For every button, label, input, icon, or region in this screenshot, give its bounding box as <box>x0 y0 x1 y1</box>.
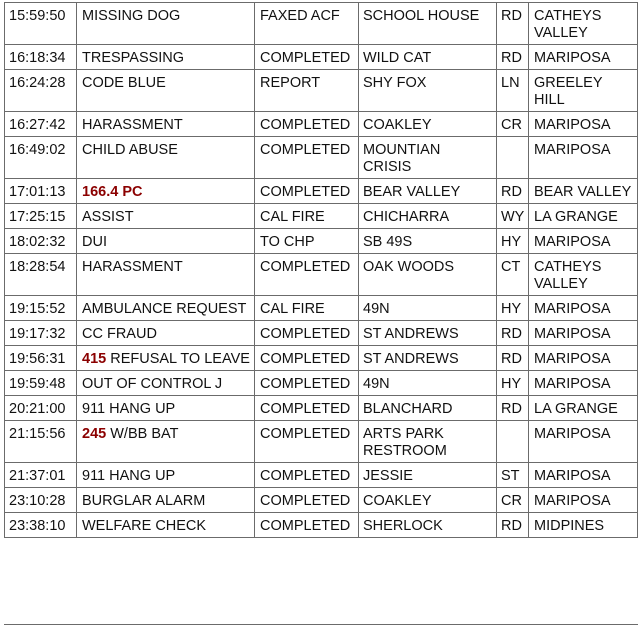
call-type-text: MISSING DOG <box>82 8 181 24</box>
call-time-cell: 16:24:28 <box>5 70 77 112</box>
street-cell: ST ANDREWS <box>359 346 497 371</box>
street-suffix-cell <box>497 421 529 463</box>
disposition-cell: COMPLETED <box>255 371 359 396</box>
call-type-cell <box>77 346 255 371</box>
call-log-row <box>5 70 638 112</box>
street-cell: BLANCHARD <box>359 396 497 421</box>
call-time-cell: 21:37:01 <box>5 463 77 488</box>
street-cell: COAKLEY <box>359 488 497 513</box>
call-type-cell <box>77 254 255 296</box>
street-suffix-cell: RD <box>497 396 529 421</box>
call-type-cell <box>77 112 255 137</box>
call-type-text: 911 HANG UP <box>82 401 176 417</box>
city-cell: MARIPOSA <box>529 488 638 513</box>
call-log-row <box>5 321 638 346</box>
disposition-cell: COMPLETED <box>255 179 359 204</box>
street-cell: JESSIE <box>359 463 497 488</box>
city-cell: MARIPOSA <box>529 321 638 346</box>
street-suffix-cell: CR <box>497 112 529 137</box>
call-time-cell: 19:59:48 <box>5 371 77 396</box>
call-type-cell <box>77 179 255 204</box>
street-cell: SCHOOL HOUSE <box>359 3 497 45</box>
call-log-row <box>5 421 638 463</box>
call-time-cell: 21:15:56 <box>5 421 77 463</box>
call-log-row <box>5 371 638 396</box>
call-type-text: CODE BLUE <box>82 75 166 91</box>
penal-code: 245 <box>82 426 107 442</box>
disposition-cell: COMPLETED <box>255 112 359 137</box>
city-cell: MARIPOSA <box>529 371 638 396</box>
disposition-cell: REPORT <box>255 70 359 112</box>
call-log-row <box>5 463 638 488</box>
call-time-cell: 16:49:02 <box>5 137 77 179</box>
call-type-cell <box>77 70 255 112</box>
disposition-cell: COMPLETED <box>255 513 359 538</box>
call-time-cell: 19:17:32 <box>5 321 77 346</box>
street-suffix-cell: RD <box>497 321 529 346</box>
city-cell: LA GRANGE <box>529 204 638 229</box>
call-time-cell: 17:25:15 <box>5 204 77 229</box>
street-cell: CHICHARRA <box>359 204 497 229</box>
call-type-cell <box>77 296 255 321</box>
call-type-text: 911 HANG UP <box>82 468 176 484</box>
call-type-text: AMBULANCE REQUEST <box>82 301 247 317</box>
street-suffix-cell <box>497 137 529 179</box>
call-time-cell: 18:28:54 <box>5 254 77 296</box>
disposition-cell: TO CHP <box>255 229 359 254</box>
disposition-cell: COMPLETED <box>255 346 359 371</box>
disposition-cell: COMPLETED <box>255 321 359 346</box>
call-type-text: ASSIST <box>82 209 134 225</box>
city-cell: MARIPOSA <box>529 421 638 463</box>
call-log-row <box>5 204 638 229</box>
call-log-row <box>5 513 638 538</box>
call-log-row <box>5 346 638 371</box>
call-type-text: HARASSMENT <box>82 117 183 133</box>
call-type-text: HARASSMENT <box>82 259 183 275</box>
call-log-row <box>5 179 638 204</box>
street-cell: SHERLOCK <box>359 513 497 538</box>
city-cell: MARIPOSA <box>529 112 638 137</box>
call-log-row <box>5 137 638 179</box>
city-cell: GREELEY HILL <box>529 70 638 112</box>
street-suffix-cell: HY <box>497 371 529 396</box>
call-type-text: OUT OF CONTROL J <box>82 376 223 392</box>
street-suffix-cell: CR <box>497 488 529 513</box>
call-type-cell <box>77 513 255 538</box>
call-type-cell <box>77 229 255 254</box>
call-type-text: TRESPASSING <box>82 50 185 66</box>
call-type-cell <box>77 421 255 463</box>
call-log-row <box>5 45 638 70</box>
street-cell: COAKLEY <box>359 112 497 137</box>
street-cell: OAK WOODS <box>359 254 497 296</box>
call-log-row <box>5 112 638 137</box>
street-suffix-cell: ST <box>497 463 529 488</box>
call-time-cell: 18:02:32 <box>5 229 77 254</box>
call-type-cell <box>77 371 255 396</box>
call-type-text: CHILD ABUSE <box>82 142 178 158</box>
disposition-cell: CAL FIRE <box>255 204 359 229</box>
call-log-row <box>5 488 638 513</box>
disposition-cell: COMPLETED <box>255 396 359 421</box>
street-cell: SB 49S <box>359 229 497 254</box>
call-type-cell <box>77 463 255 488</box>
call-type-cell <box>77 3 255 45</box>
call-log-body <box>5 3 638 538</box>
street-suffix-cell: HY <box>497 229 529 254</box>
street-suffix-cell: WY <box>497 204 529 229</box>
call-time-cell: 23:10:28 <box>5 488 77 513</box>
call-type-text: REFUSAL TO LEAVE <box>110 351 250 367</box>
call-log-row <box>5 254 638 296</box>
call-type-cell <box>77 204 255 229</box>
street-suffix-cell: RD <box>497 45 529 70</box>
call-time-cell: 19:15:52 <box>5 296 77 321</box>
street-suffix-cell: RD <box>497 3 529 45</box>
penal-code: 166.4 PC <box>82 184 143 200</box>
street-cell: 49N <box>359 296 497 321</box>
call-time-cell: 17:01:13 <box>5 179 77 204</box>
street-suffix-cell: CT <box>497 254 529 296</box>
city-cell: MARIPOSA <box>529 45 638 70</box>
street-cell: SHY FOX <box>359 70 497 112</box>
disposition-cell: COMPLETED <box>255 254 359 296</box>
disposition-cell: COMPLETED <box>255 488 359 513</box>
call-type-text: DUI <box>82 234 107 250</box>
disposition-cell: FAXED ACF <box>255 3 359 45</box>
city-cell: MARIPOSA <box>529 346 638 371</box>
call-log-row <box>5 229 638 254</box>
street-cell: ST ANDREWS <box>359 321 497 346</box>
call-time-cell: 16:27:42 <box>5 112 77 137</box>
call-type-cell <box>77 137 255 179</box>
city-cell: MIDPINES <box>529 513 638 538</box>
disposition-cell: COMPLETED <box>255 45 359 70</box>
city-cell: MARIPOSA <box>529 229 638 254</box>
street-suffix-cell: RD <box>497 346 529 371</box>
street-cell: WILD CAT <box>359 45 497 70</box>
disposition-cell: COMPLETED <box>255 137 359 179</box>
call-time-cell: 15:59:50 <box>5 3 77 45</box>
call-type-cell <box>77 488 255 513</box>
page-bottom-rule <box>4 624 638 625</box>
street-cell: MOUNTIAN CRISIS <box>359 137 497 179</box>
call-type-text: CC FRAUD <box>82 326 157 342</box>
call-log-row <box>5 396 638 421</box>
call-type-cell <box>77 45 255 70</box>
city-cell: BEAR VALLEY <box>529 179 638 204</box>
call-log-row <box>5 3 638 45</box>
city-cell: MARIPOSA <box>529 463 638 488</box>
call-type-cell <box>77 321 255 346</box>
city-cell: MARIPOSA <box>529 296 638 321</box>
street-cell: BEAR VALLEY <box>359 179 497 204</box>
street-cell: ARTS PARK RESTROOM <box>359 421 497 463</box>
call-type-text: WELFARE CHECK <box>82 518 207 534</box>
street-suffix-cell: LN <box>497 70 529 112</box>
street-suffix-cell: HY <box>497 296 529 321</box>
city-cell: MARIPOSA <box>529 137 638 179</box>
call-time-cell: 19:56:31 <box>5 346 77 371</box>
call-time-cell: 20:21:00 <box>5 396 77 421</box>
street-suffix-cell: RD <box>497 513 529 538</box>
call-log-table <box>4 2 638 538</box>
call-type-text: W/BB BAT <box>110 426 179 442</box>
city-cell: LA GRANGE <box>529 396 638 421</box>
call-time-cell: 16:18:34 <box>5 45 77 70</box>
call-type-cell <box>77 396 255 421</box>
disposition-cell: COMPLETED <box>255 421 359 463</box>
call-time-cell: 23:38:10 <box>5 513 77 538</box>
call-log-row <box>5 296 638 321</box>
city-cell: CATHEYS VALLEY <box>529 3 638 45</box>
disposition-cell: CAL FIRE <box>255 296 359 321</box>
street-cell: 49N <box>359 371 497 396</box>
call-type-text: BURGLAR ALARM <box>82 493 206 509</box>
street-suffix-cell: RD <box>497 179 529 204</box>
penal-code: 415 <box>82 351 107 367</box>
disposition-cell: COMPLETED <box>255 463 359 488</box>
city-cell: CATHEYS VALLEY <box>529 254 638 296</box>
